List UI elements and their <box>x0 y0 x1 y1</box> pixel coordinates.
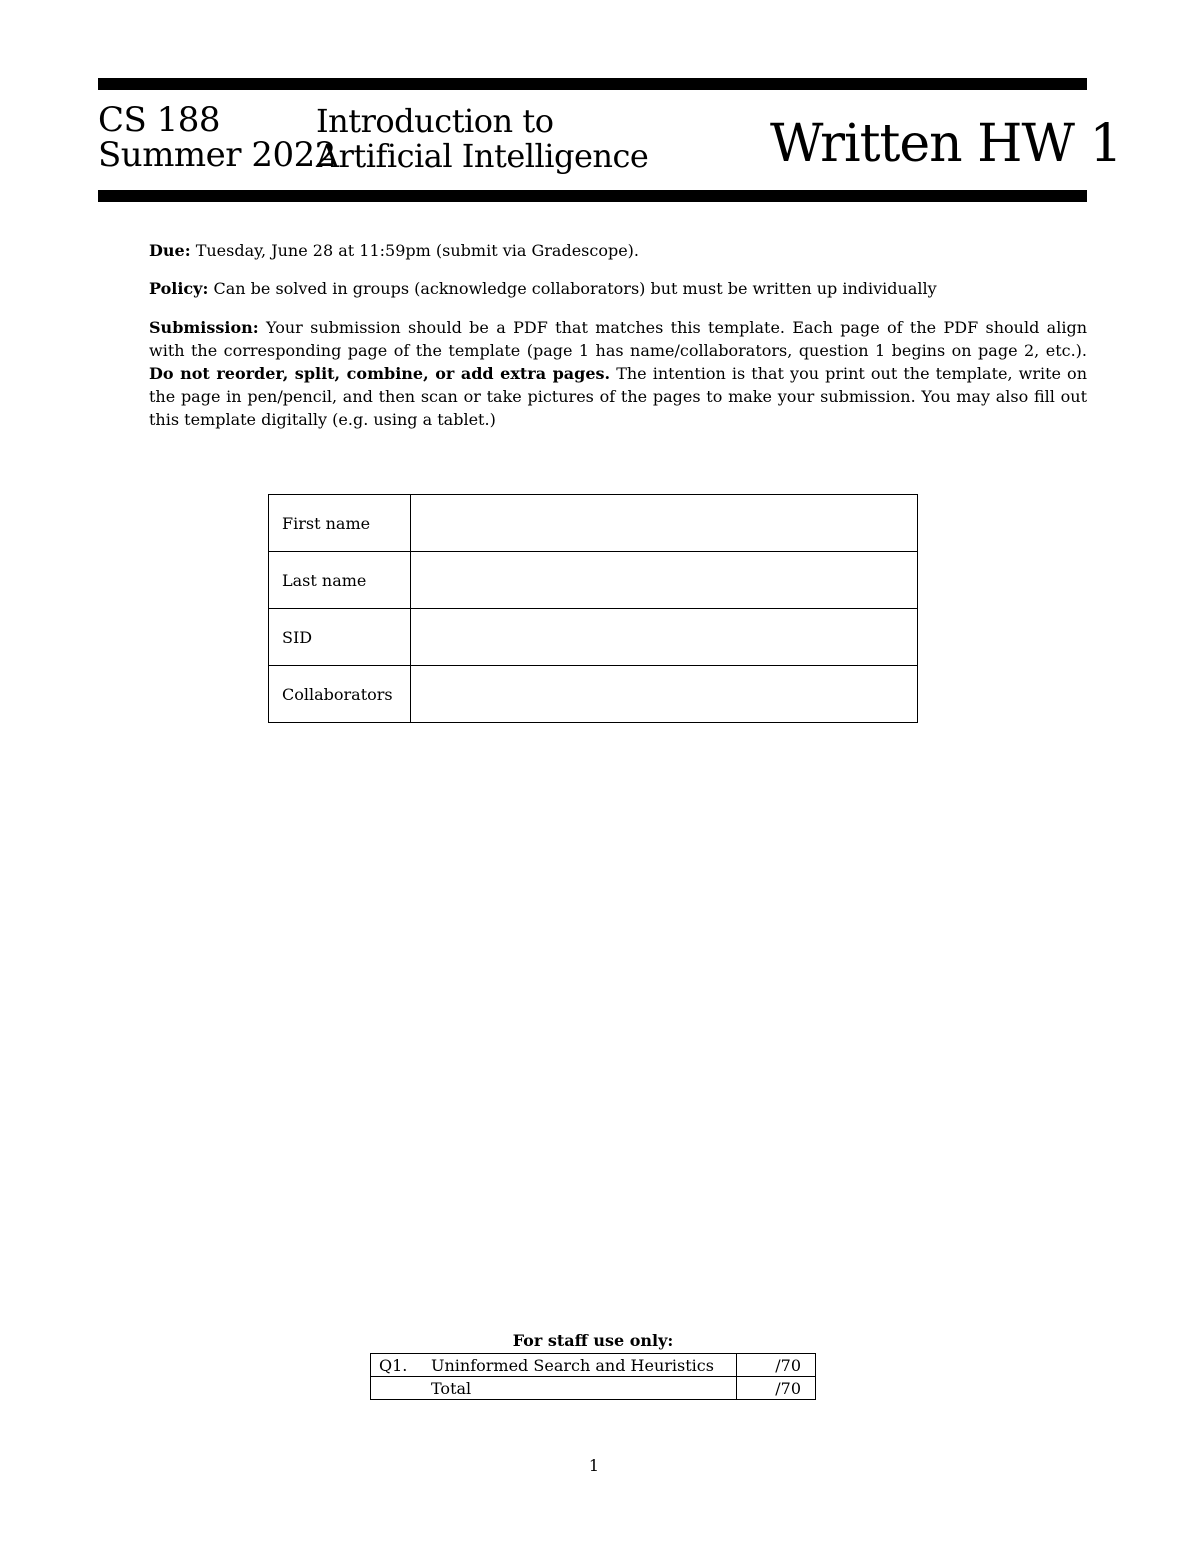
due-label: Due: <box>149 241 191 260</box>
header-rule-bottom <box>98 190 1087 202</box>
table-row <box>269 666 918 723</box>
first-name-label: First name <box>269 495 411 552</box>
submission-label: Submission: <box>149 318 259 337</box>
last-name-field[interactable] <box>411 552 918 609</box>
course-term: Summer 2022 <box>98 135 336 175</box>
staff-score-table <box>370 1353 816 1400</box>
due-paragraph <box>149 239 1087 262</box>
policy-label: Policy: <box>149 279 209 298</box>
policy-paragraph <box>149 277 1087 300</box>
last-name-label: Last name <box>269 552 411 609</box>
question-points: /70 <box>737 1354 816 1377</box>
assignment-title: Written HW 1 <box>770 114 1122 174</box>
course-title-line2: Artificial Intelligence <box>316 137 649 175</box>
staff-use-title: For staff use only: <box>512 1331 674 1350</box>
first-name-field[interactable] <box>411 495 918 552</box>
course-code: CS 188 <box>98 100 221 140</box>
submission-paragraph <box>149 316 1087 431</box>
student-info-table <box>268 494 918 723</box>
table-row <box>269 609 918 666</box>
total-points: /70 <box>737 1377 816 1400</box>
question-number: Q1. <box>371 1354 428 1377</box>
sid-field[interactable] <box>411 609 918 666</box>
collaborators-label: Collaborators <box>269 666 411 723</box>
submission-text-1: Your submission should be a PDF that matches this template. Each page of the PDF should align with the corresponding page of the template (page 1 has name/collaborators, question 1 begins on page 2, etc.). <box>149 318 1088 360</box>
table-row <box>269 495 918 552</box>
submission-text-2: The intention is that you print out the template, write on the page in pen/pencil, and then scan or take pictures of the pages to make your submission. You may also fill out this template digitally (e.g. using a tablet.) <box>149 364 1087 429</box>
course-title-line1: Introduction to <box>316 102 554 140</box>
question-title: Uninformed Search and Heuristics <box>427 1354 737 1377</box>
page-number: 1 <box>588 1456 600 1475</box>
due-text: Tuesday, June 28 at 11:59pm (submit via Gradescope). <box>195 241 640 260</box>
policy-text: Can be solved in groups (acknowledge collaborators) but must be written up individually <box>213 279 937 298</box>
sid-label: SID <box>269 609 411 666</box>
submission-warning: Do not reorder, split, combine, or add extra pages. <box>149 364 611 383</box>
table-row <box>371 1377 816 1400</box>
table-row <box>269 552 918 609</box>
table-row <box>371 1354 816 1377</box>
total-number <box>371 1377 428 1400</box>
header-rule-top <box>98 78 1087 90</box>
total-label: Total <box>427 1377 737 1400</box>
collaborators-field[interactable] <box>411 666 918 723</box>
